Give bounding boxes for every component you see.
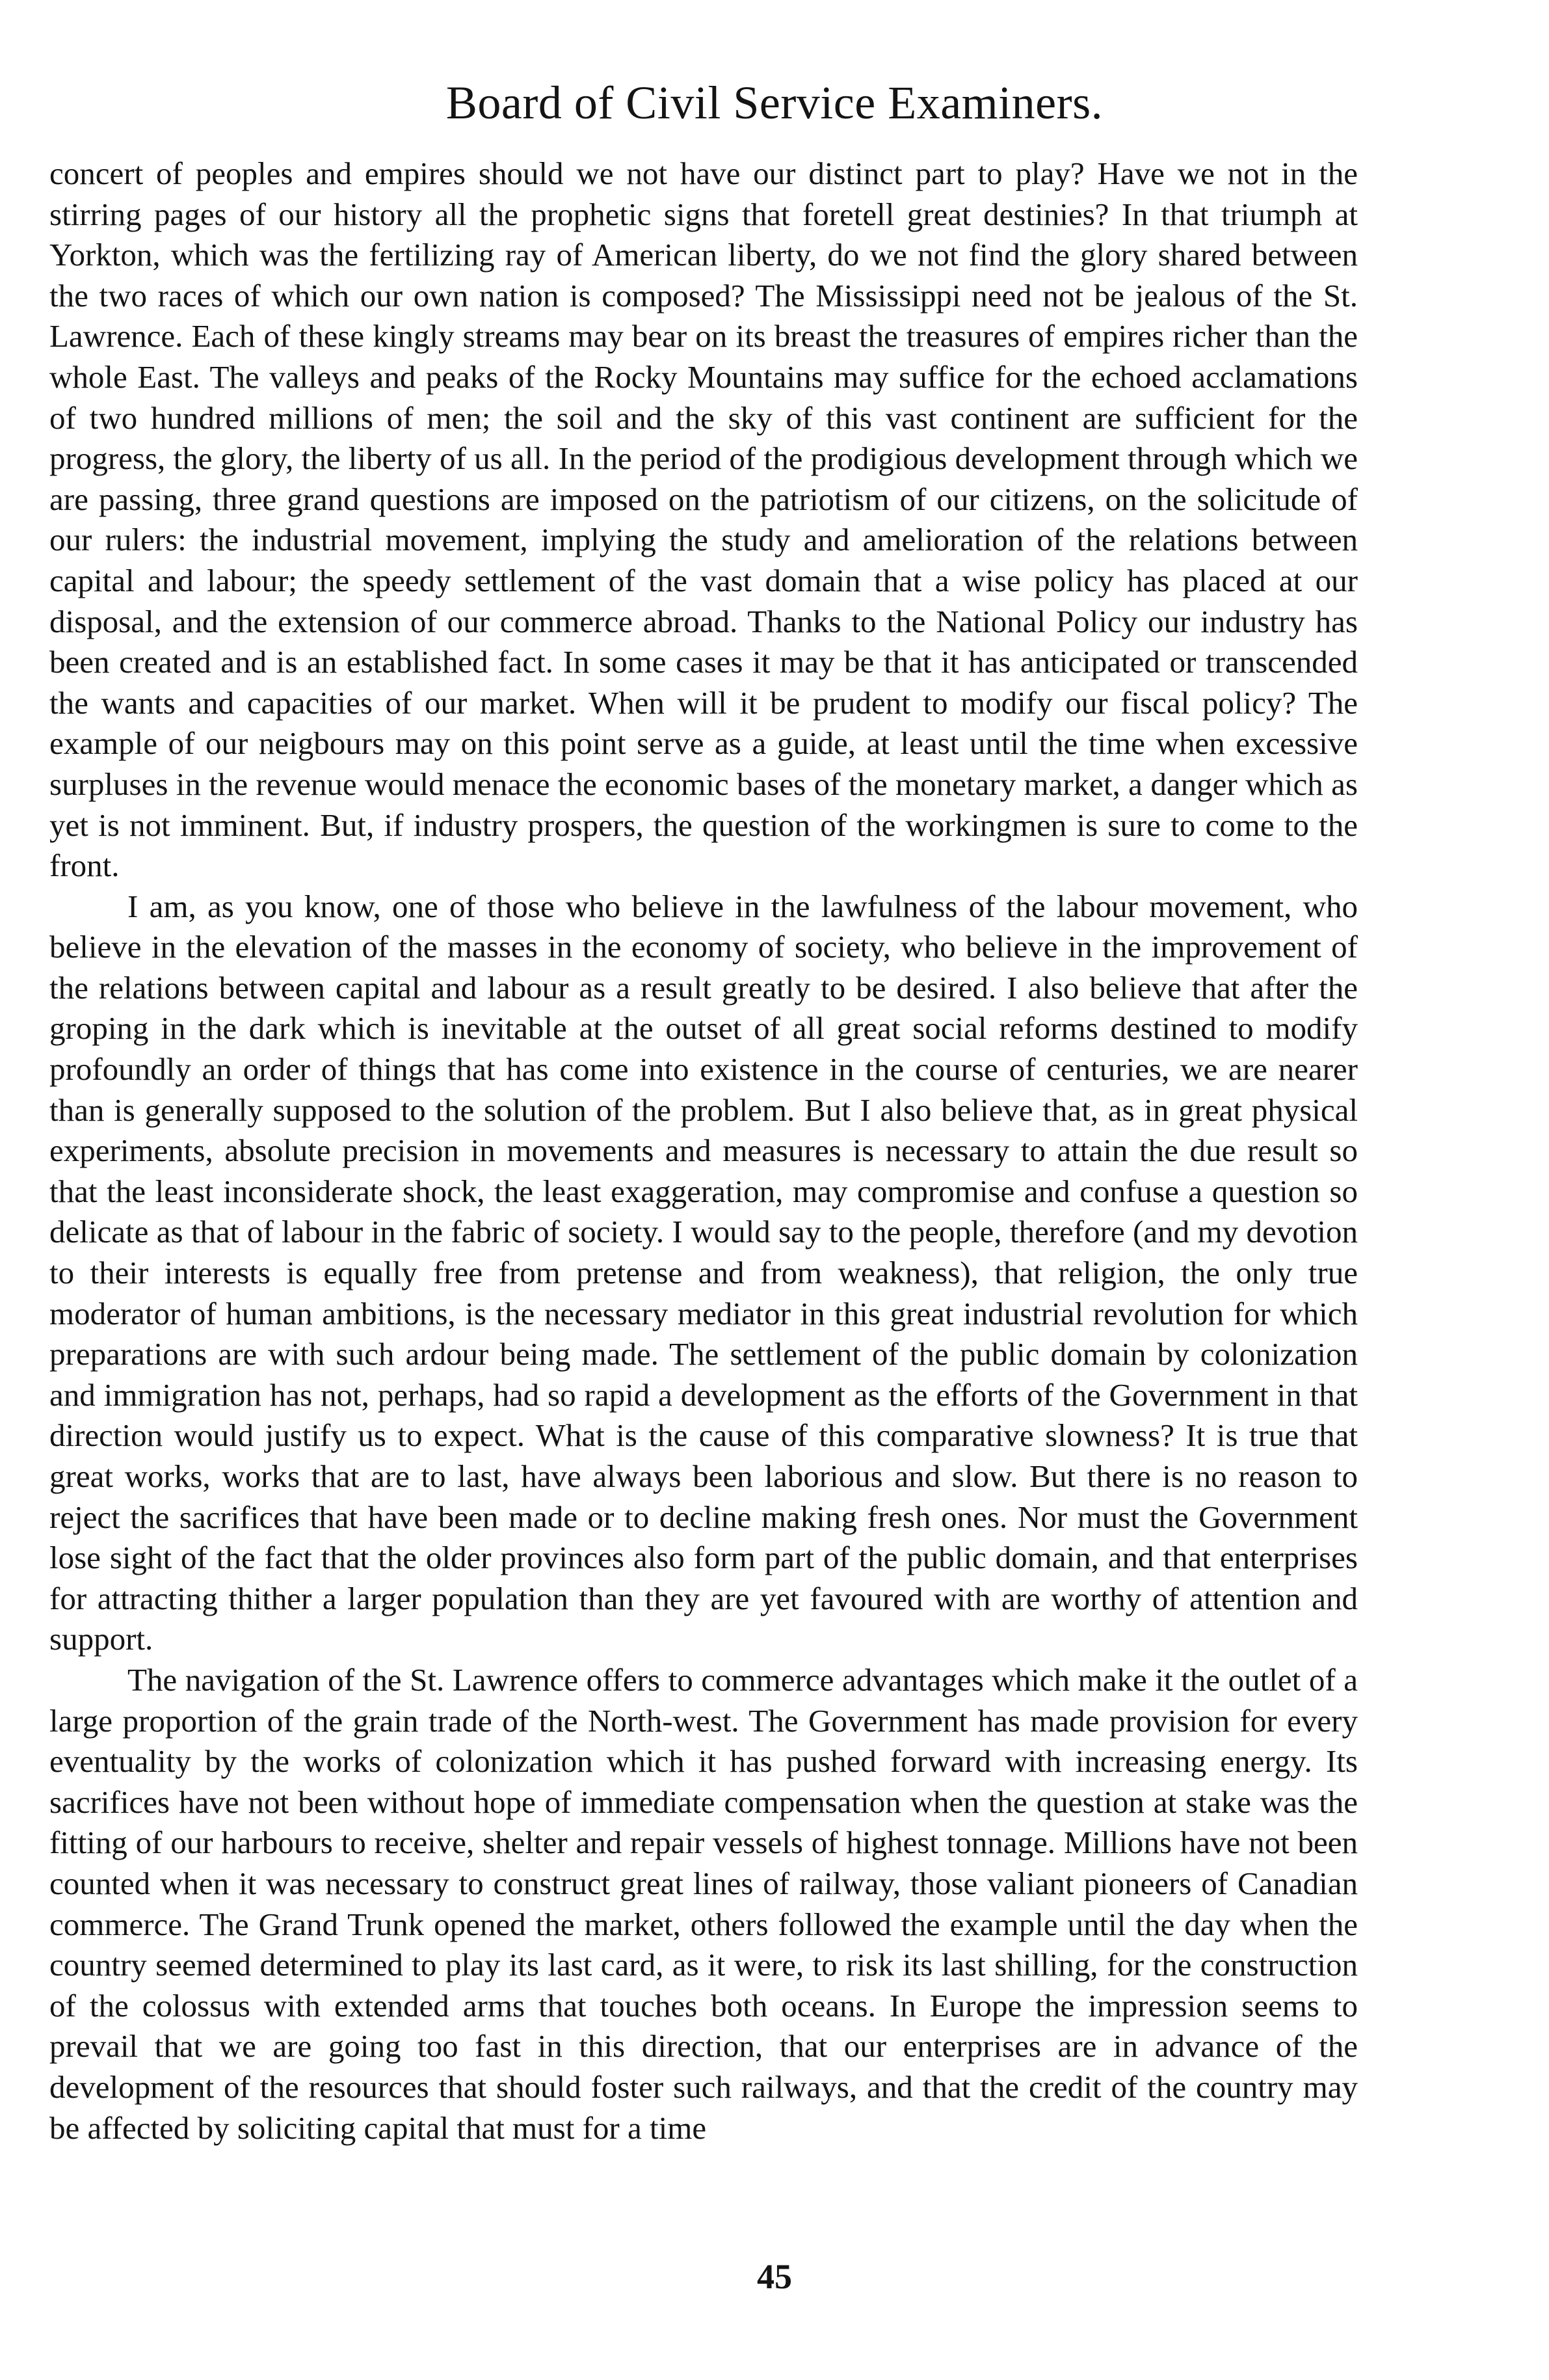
paragraph-continuation: concert of peoples and empires should we not have our distinct part to play? Have we not in the stirring pages of our history all the prophetic signs that foretell great destinies? In that triumph at Yorkton, which was the fertilizing ray of American liberty, do we not find the glory shared between the two races of which our own nation is composed? The Mississippi need not be jealous of the St. Lawrence. Each of these kingly streams may bear on its breast the treasures of empires richer than the whole East. The valleys and peaks of the Rocky Mountains may suffice for the echoed acclamations of two hundred millions of men; the soil and the sky of this vast continent are sufficient for the progress, the glory, the liberty of us all. In the period of the prodigious development through which we are passing, three grand questions are imposed on the patriotism of our citizens, on the solicitude of our rulers: the industrial movement, implying the study and amelioration of the relations between capital and labour; the speedy settlement of the vast domain that a wise policy has placed at our disposal, and the extension of our commerce abroad. Thanks to the National Policy our industry has been created and is an established fact. In some cases it may be that it has anticipated or transcended the wants and capacities of our market. When will it be prudent to modify our fiscal policy? The example of our neigbours may on this point serve as a guide, at least until the time when excessive surpluses in the revenue would menace the economic bases of the monetary market, a danger which as yet is not imminent. But, if industry prospers, the question of the workingmen is sure to come to the front.	[49, 155, 1358, 884]
body-text	[49, 154, 1358, 2148]
paragraph-st-lawrence-navigation: The navigation of the St. Lawrence offers to commerce advantages which make it the outlet of a large proportion of the grain trade of the North-west. The Government has made provision for every eventuality by the works of colonization which it has pushed forward with increasing energy. Its sacrifices have not been without hope of immediate compensation when the question at stake was the fitting of our harbours to receive, shelter and repair vessels of highest tonnage. Millions have not been counted when it was necessary to construct great lines of railway, those valiant pioneers of Canadian commerce. The Grand Trunk opened the market, others followed the example until the day when the country seemed determined to play its last card, as it were, to risk its last shilling, for the construction of the colossus with extended arms that touches both oceans. In Europe the impression seems to prevail that we are going too fast in this direction, that our enterprises are in advance of the development of the resources that should foster such railways, and that the credit of the country may be affected by soliciting capital that must for a time	[49, 1661, 1358, 2146]
page-number: 45	[757, 2257, 792, 2296]
running-head: Board of Civil Service Examiners.	[445, 77, 1104, 129]
paragraph-labour-movement: I am, as you know, one of those who believe in the lawfulness of the labour movement, who believe in the elevation of the masses in the economy of society, who believe in the improvement of the relations between capital and labour as a result greatly to be desired. I also believe that after the groping in the dark which is inevitable at the outset of all great social reforms destined to modify profoundly an order of things that has come into existence in the course of centuries, we are nearer than is generally supposed to the solution of the problem. But I also believe that, as in great physical experiments, absolute precision in movements and measures is necessary to attain the due result so that the least inconsiderate shock, the least exaggeration, may compromise and confuse a question so delicate as that of labour in the fabric of society. I would say to the people, therefore (and my devotion to their interests is equally free from pretense and from weakness), that religion, the only true moderator of human ambitions, is the necessary mediator in this great industrial revolution for which preparations are with such ardour being made. The settlement of the public domain by colonization and immigration has not, perhaps, had so rapid a development as the efforts of the Government in that direction would justify us to expect. What is the cause of this comparative slowness? It is true that great works, works that are to last, have always been laborious and slow. But there is no reason to reject the sacrifices that have been made or to decline making fresh ones. Nor must the Government lose sight of the fact that the older provinces also form part of the public domain, and that enterprises for attracting thither a larger population than they are yet favoured with are worthy of attention and support.	[49, 888, 1358, 1657]
